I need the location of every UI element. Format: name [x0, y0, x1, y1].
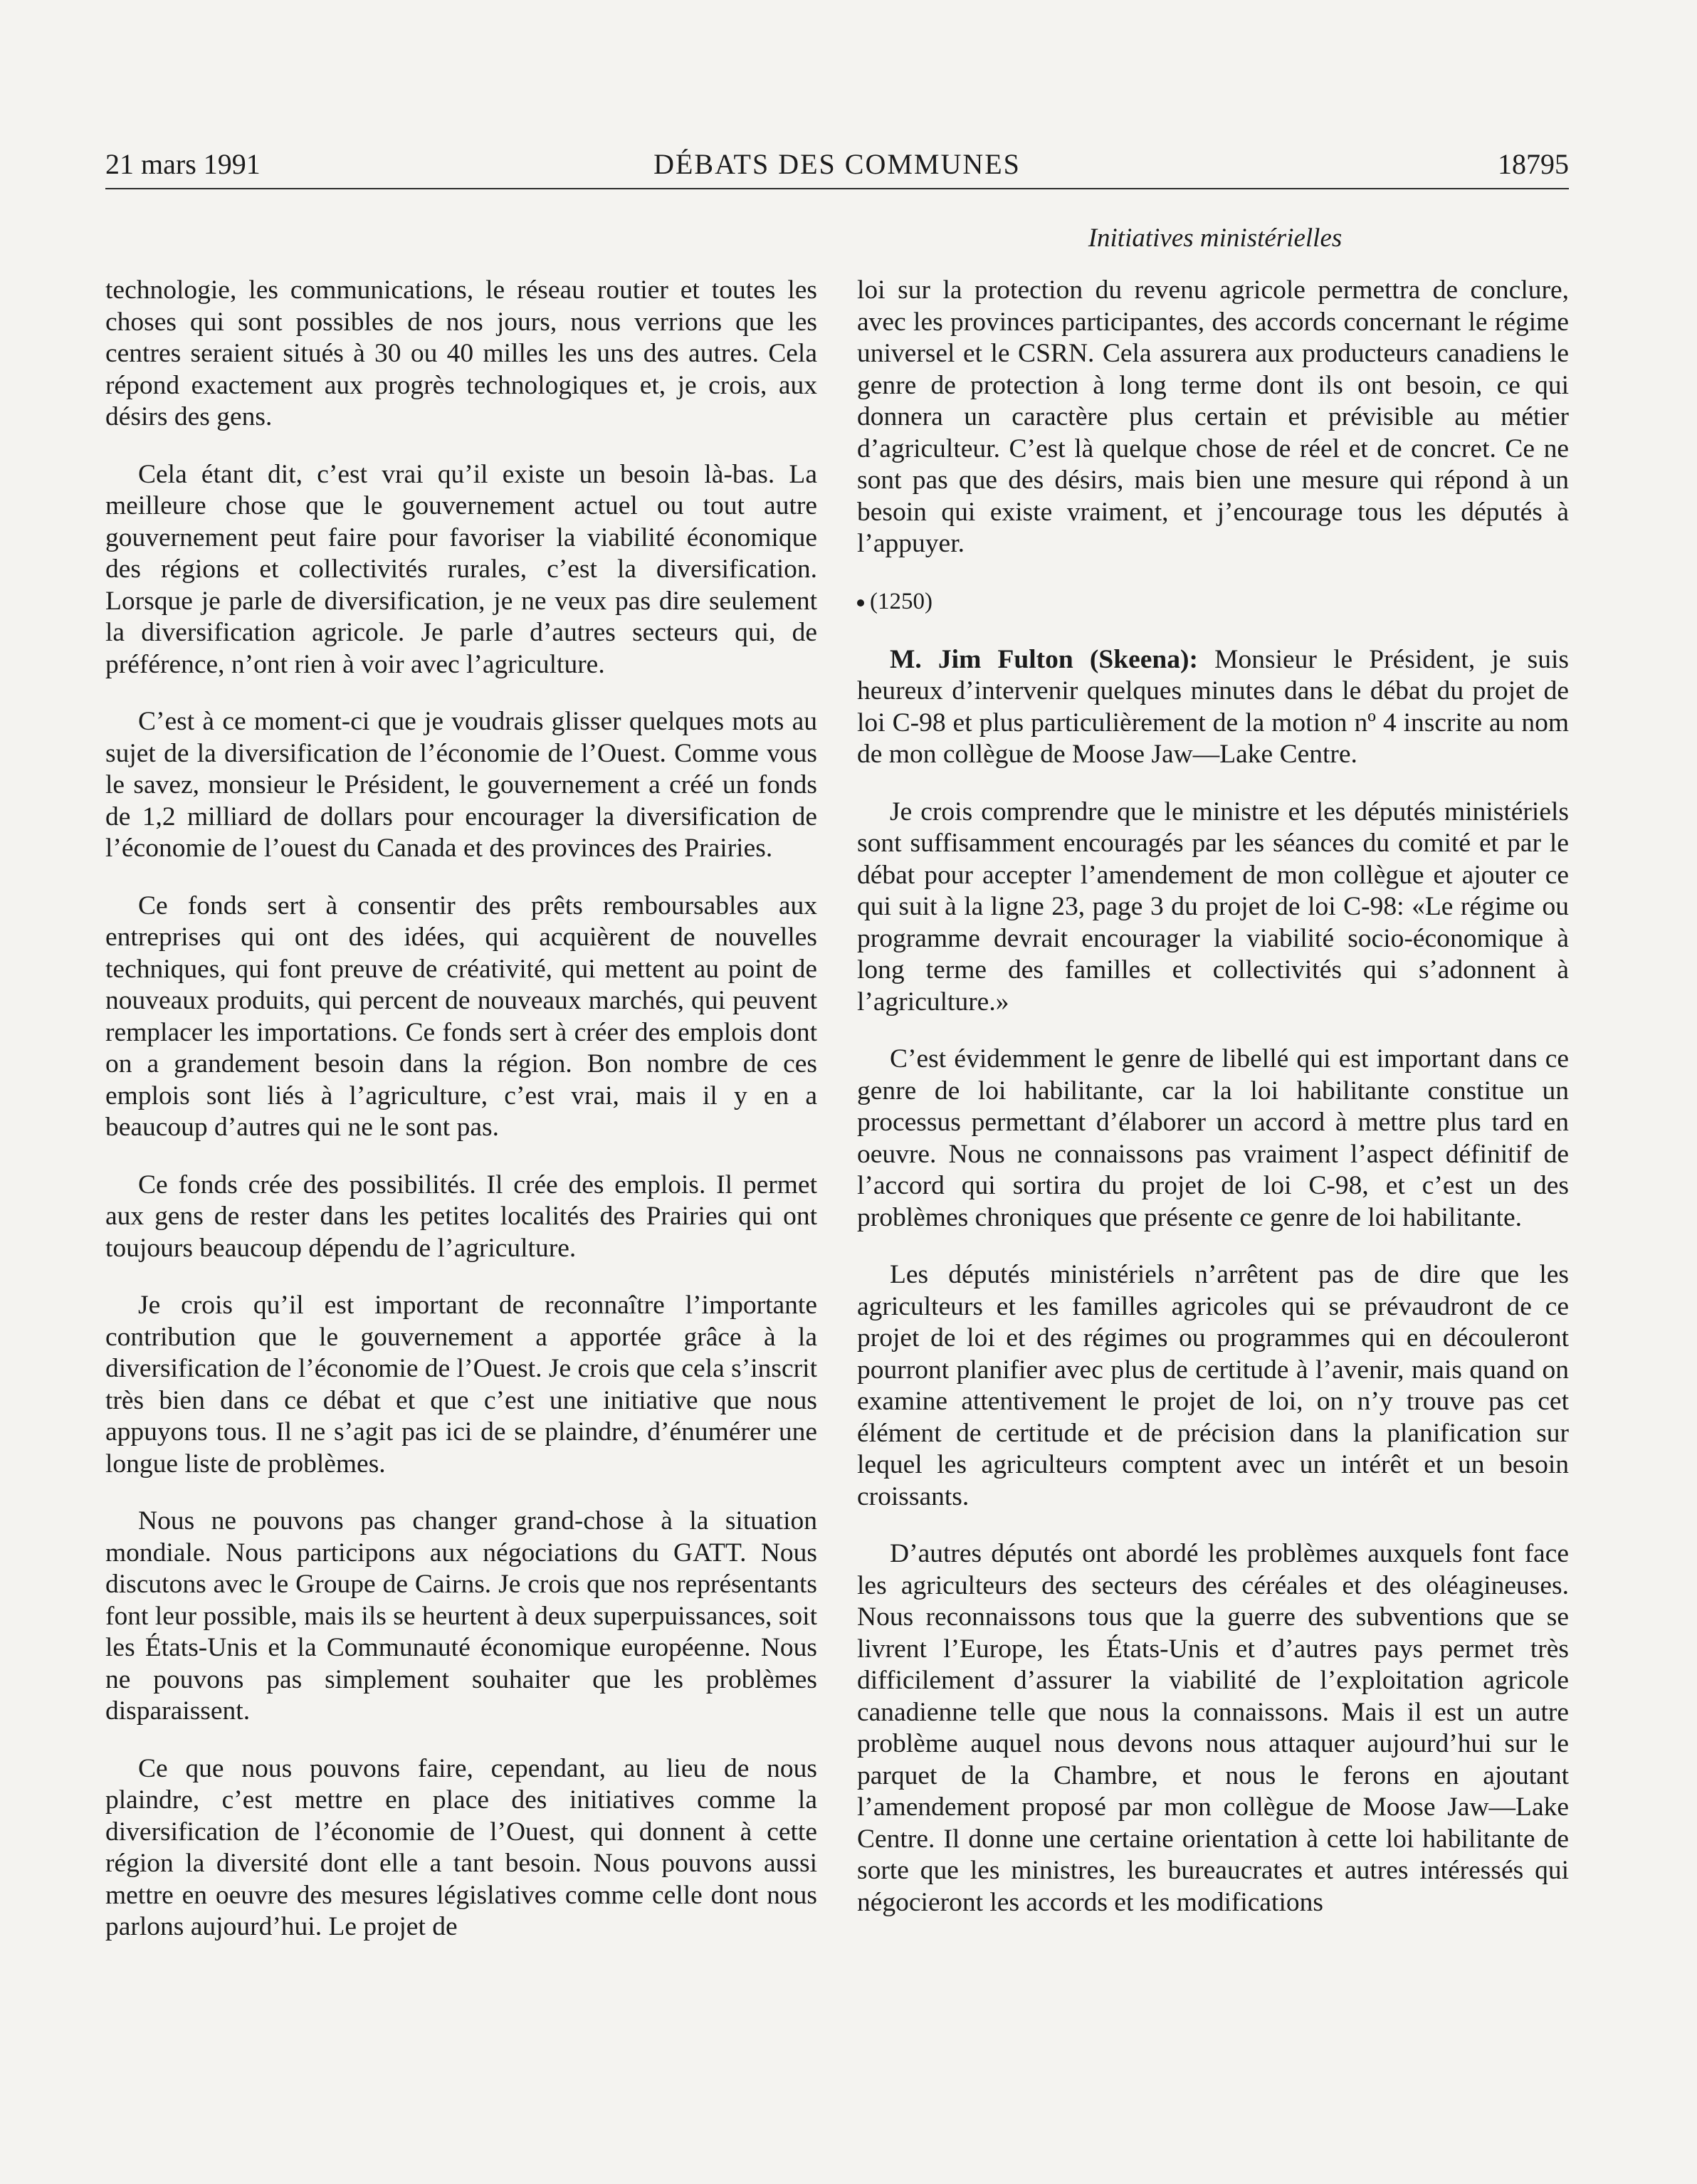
- paragraph: C’est à ce moment-ci que je voudrais glisser quelques mots au sujet de la diversification de l’économie de l’Ouest. Comme vous le savez, monsieur le Président, le gouvernement a créé un fonds de 1,2 milliard de dollars pour encourager la diversification de l’économie de l’ouest du Canada et des provinces des Prairies.: [105, 707, 817, 863]
- header-page-number: 18795: [1498, 148, 1569, 180]
- paragraph: Je crois comprendre que le ministre et les députés ministériels sont suffisamment encouragés par les séances du comité et par le débat pour accepter l’amendement de mon collègue et ajouter ce qui suit à la ligne 23, page 3 du projet de loi C-98: «Le régime ou programme devrait encourager la viabilité socio-économique à long terme des familles et collectivités qui s’adonnent à l’agriculture.»: [857, 797, 1569, 1017]
- section-title: Initiatives ministérielles: [1088, 224, 1343, 253]
- paragraph: Les députés ministériels n’arrêtent pas de dire que les agriculteurs et les familles agricoles qui se prévaudront de ce projet de loi et des régimes ou programmes qui en découleront pourront planifier avec plus de certitude à l’avenir, mais quand on examine attentivement le projet de loi, on n’y trouve pas cet élément de certitude et de précision dans la planification sur lequel les agriculteurs comptent avec un intérêt et un besoin croissants.: [857, 1260, 1569, 1511]
- header-date: 21 mars 1991: [105, 148, 261, 180]
- speaker-name: M. Jim Fulton (Skeena):: [890, 644, 1199, 674]
- speaker-text: Monsieur le Président, je suis heureux d’intervenir quelques minutes dans le débat du projet de loi C-98 et plus particulièrement de la motion nº 4 inscrite au nom de mon collègue de Moose Jaw—Lake Centre.: [857, 644, 1569, 769]
- paragraph: Ce que nous pouvons faire, cependant, au lieu de nous plaindre, c’est mettre en place des initiatives comme la diversification de l’économie de l’Ouest, qui donnent à cette région la diversité dont elle a tant besoin. Nous pouvons aussi mettre en oeuvre des mesures législatives comme celle dont nous parlons aujourd’hui. Le projet de: [105, 1753, 817, 1941]
- paragraph: D’autres députés ont abordé les problèmes auxquels font face les agriculteurs des secteurs des céréales et des oléagineuses. Nous reconnaissons tous que la guerre des subventions que se livrent l’Europe, les États-Unis et d’autres pays permet très difficilement d’assurer la viabilité de l’exploitation agricole canadienne telle que nous la connaissons. Mais il est un autre problème auquel nous devons nous attaquer aujourd’hui sur le parquet de la Chambre, et nous le ferons en ajoutant l’amendement proposé par mon collègue de Moose Jaw—Lake Centre. Il donne une certaine orientation à cette loi habilitante de sorte que les ministres, les bureaucrates et autres intéressés qui négocieront les accords et les modifications: [857, 1539, 1569, 1917]
- left-column: [105, 275, 817, 1943]
- paragraph: technologie, les communications, le réseau routier et toutes les choses qui sont possibles de nos jours, nous verrions que les centres seraient situés à 30 ou 40 milles les uns des autres. Cela répond exactement aux progrès technologiques et, je crois, aux désirs des gens.: [105, 275, 817, 431]
- page-header: [105, 147, 1569, 189]
- paragraph: Cela étant dit, c’est vrai qu’il existe un besoin là-bas. La meilleure chose que le gouvernement actuel ou tout autre gouvernement peut faire pour favoriser la viabilité économique des régions et collectivités rurales, c’est la diversification. Lorsque je parle de diversification, je ne veux pas dire seulement la diversification agricole. Je parle d’autres secteurs qui, de préférence, n’ont rien à voir avec l’agriculture.: [105, 459, 817, 679]
- paragraph: loi sur la protection du revenu agricole permettra de conclure, avec les provinces participantes, des accords concernant le régime universel et le CSRN. Cela assurera aux producteurs canadiens le genre de protection à long terme dont ils ont besoin, ce qui donnera un caractère plus certain et prévisible au métier d’agriculteur. C’est là quelque chose de réel et de concret. Ce ne sont pas que des désirs, mais bien une mesure qui répond à un besoin qui existe vraiment, et j’encourage tous les députés à l’appuyer.: [857, 275, 1569, 558]
- right-column: [857, 275, 1569, 1918]
- paragraph: Ce fonds crée des possibilités. Il crée des emplois. Il permet aux gens de rester dans les petites localités des Prairies qui ont toujours beaucoup dépendu de l’agriculture.: [105, 1170, 817, 1263]
- time-marker-text: (1250): [870, 588, 932, 614]
- paragraph: Ce fonds sert à consentir des prêts remboursables aux entreprises qui ont des idées, qui acquièrent de nouvelles techniques, qui font preuve de créativité, qui mettent au point de nouveaux produits, qui percent de nouveaux marchés, qui peuvent remplacer les importations. Ce fonds sert à créer des emplois dont on a grandement besoin dans la région. Bon nombre de ces emplois sont liés à l’agriculture, c’est vrai, mais il y en a beaucoup d’autres qui ne le sont pas.: [105, 891, 817, 1142]
- bullet-icon: [857, 599, 864, 607]
- speaker-paragraph: [857, 644, 1569, 771]
- paragraph: Nous ne pouvons pas changer grand-chose à la situation mondiale. Nous participons aux négociations du GATT. Nous discutons avec le Groupe de Cairns. Je crois que nos représentants font leur possible, mais ils se heurtent à deux superpuissances, soit les États-Unis et la Communauté économique européenne. Nous ne pouvons pas simplement souhaiter que les problèmes disparaissent.: [105, 1506, 817, 1726]
- paragraph: C’est évidemment le genre de libellé qui est important dans ce genre de loi habilitante, car la loi habilitante constitue un processus permettant d’élaborer un accord à mettre plus tard en oeuvre. Nous ne connaissons pas vraiment l’aspect définitif de l’accord qui sortira du projet de loi C-98, et c’est un des problèmes chroniques que présente ce genre de loi habilitante.: [857, 1044, 1569, 1232]
- time-marker: [857, 586, 1569, 617]
- paragraph: Je crois qu’il est important de reconnaître l’importante contribution que le gouvernement a apportée grâce à la diversification de l’économie de l’Ouest. Je crois que cela s’inscrit très bien dans ce débat et que c’est une initiative que nous appuyons tous. Il ne s’agit pas ici de se plaindre, d’énumérer une longue liste de problèmes.: [105, 1291, 817, 1479]
- header-title: DÉBATS DES COMMUNES: [653, 148, 1021, 180]
